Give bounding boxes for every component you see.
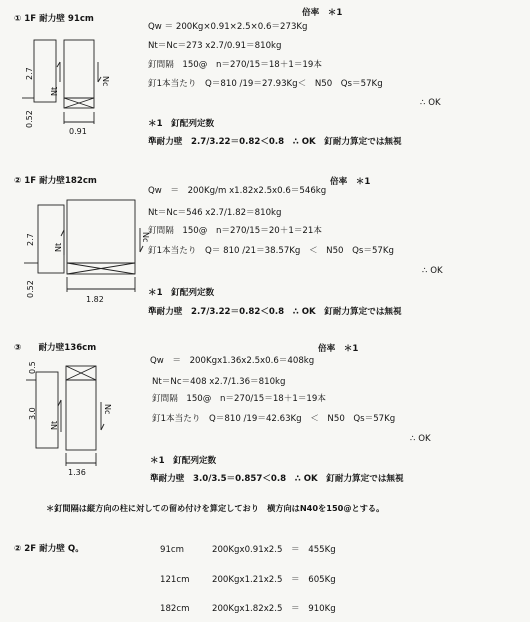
section1-bairitsu: 倍率 ＊1 <box>302 8 343 18</box>
section2-nt-label: Nt <box>54 242 63 252</box>
section1-note-body: 準耐力壁 2.7/3.22＝0.82＜0.8 ∴ OK 釘耐力算定では無視 <box>148 137 402 147</box>
section2-ok: ∴ OK <box>422 266 443 276</box>
section1-nt: Nt＝Nc＝273 x2.7/0.91＝810kg <box>148 41 282 51</box>
section1-ok: ∴ OK <box>420 98 441 108</box>
section3-ok: ∴ OK <box>410 434 431 444</box>
section2-nt: Nt＝Nc＝546 x2.7/1.82＝810kg <box>148 208 282 218</box>
section4-row-len: 121cm <box>160 575 190 585</box>
section3-dim-width: 1.36 <box>68 468 86 477</box>
section3-nail: 釘1本当たり Q＝810 /19＝42.63Kg ＜ N50 Qs＝57Kg <box>152 414 396 424</box>
section1-dim-height: 2.7 <box>25 67 34 80</box>
section2-bairitsu: 倍率 ＊1 <box>330 177 371 187</box>
section3-title: ③ 耐力壁136cm <box>14 343 97 353</box>
section2-dim-base: 0.52 <box>26 280 35 298</box>
section1-title: ① 1F 耐力壁 91cm <box>14 14 94 24</box>
section2-note-body: 準耐力壁 2.7/3.22＝0.82＜0.8 ∴ OK 釘耐力算定では無視 <box>148 307 402 317</box>
section3-dim-top: 0.5 <box>28 361 37 374</box>
section4-row-calc: 200Kgx1.82x2.5 ＝ 910Kg <box>212 604 336 614</box>
section1-dim-base: 0.52 <box>25 110 34 128</box>
section1-spacing: 釘間隔 150@ n＝270/15＝18＋1＝19本 <box>148 60 322 70</box>
section2-nc-label: Nc <box>141 232 150 243</box>
section3-nc-label: Nc <box>103 404 112 415</box>
section3-dim-height: 3.0 <box>28 407 37 420</box>
section2-spacing: 釘間隔 150@ n＝270/15＝20＋1＝21本 <box>148 226 322 236</box>
section3-qw: Qw ＝ 200Kgx1.36x2.5x0.6＝408kg <box>150 356 315 366</box>
section4-row-calc: 200Kgx0.91x2.5 ＝ 455Kg <box>212 545 336 555</box>
section2-nail: 釘1本当たり Q＝ 810 /21＝38.57Kg ＜ N50 Qs＝57Kg <box>148 246 394 256</box>
section3-spacing: 釘間隔 150@ n＝270/15＝18＋1＝19本 <box>152 394 326 404</box>
section2-note-head: ＊1 釘配列定数 <box>148 288 215 298</box>
section2-dim-width: 1.82 <box>86 295 104 304</box>
section1-nt-label: Nt <box>50 86 59 96</box>
section4-title: ② 2F 耐力壁 Q。 <box>14 544 84 554</box>
section4-row-len: 91cm <box>160 545 185 555</box>
section1-nail: 釘1本当たり Q＝810 /19＝27.93Kg＜ N50 Qs＝57Kg <box>148 79 383 89</box>
section2-dim-height: 2.7 <box>26 233 35 246</box>
section2-qw: Qw ＝ 200Kg/m x1.82x2.5x0.6＝546kg <box>148 186 327 196</box>
section3-bairitsu: 倍率 ＊1 <box>318 344 359 354</box>
section1-dim-width: 0.91 <box>69 127 87 136</box>
section1-qw: Qw ＝ 200Kg×0.91×2.5×0.6＝273Kg <box>148 22 308 32</box>
section4-row-calc: 200Kgx1.21x2.5 ＝ 605Kg <box>212 575 336 585</box>
section1-note-head: ＊1 釘配列定数 <box>148 119 215 129</box>
section1-nc-label: Nc <box>101 76 110 87</box>
section3-note-body: 準耐力壁 3.0/3.5＝0.857＜0.8 ∴ OK 釘耐力算定では無視 <box>150 474 404 484</box>
footnote: ＊釘間隔は縦方向の柱に対しての留め付けを算定しており 横方向はN40を150@とする。 <box>46 503 385 513</box>
section3-nt: Nt＝Nc＝408 x2.7/1.36＝810kg <box>152 377 286 387</box>
section3-nt-label: Nt <box>50 420 59 430</box>
section2-title: ② 1F 耐力壁182cm <box>14 176 97 186</box>
section3-note-head: ＊1 釘配列定数 <box>150 456 217 466</box>
section4-row-len: 182cm <box>160 604 190 614</box>
